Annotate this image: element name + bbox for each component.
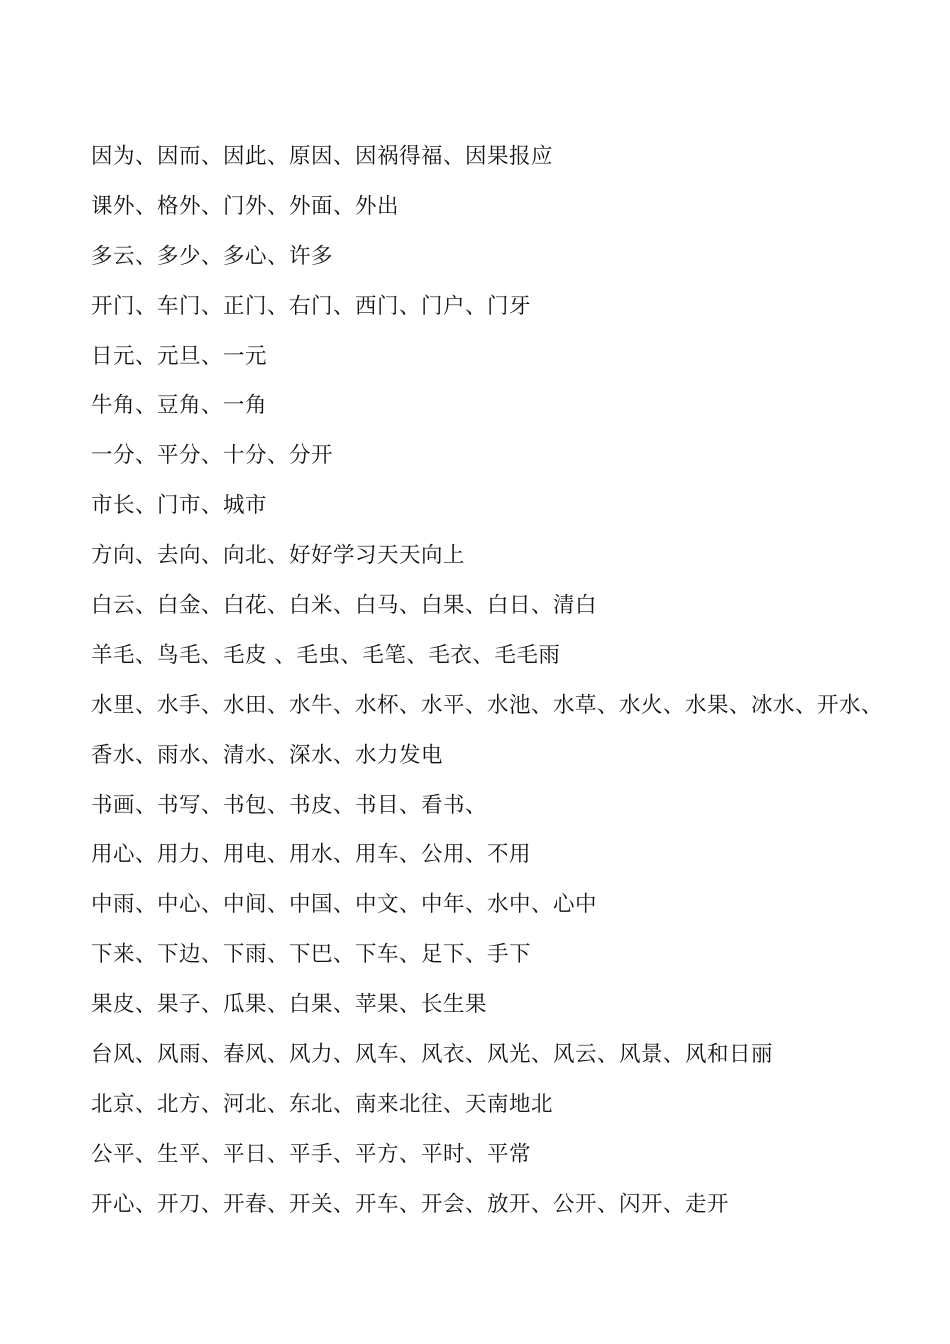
word-line: 北京、北方、河北、东北、南来北往、天南地北 bbox=[91, 1091, 554, 1117]
word-line: 用心、用力、用电、用水、用车、公用、不用 bbox=[91, 842, 532, 868]
word-line: 下来、下边、下雨、下巴、下车、足下、手下 bbox=[91, 942, 532, 968]
word-line: 多云、多少、多心、许多 bbox=[91, 243, 334, 269]
word-line: 果皮、果子、瓜果、白果、苹果、长生果 bbox=[91, 992, 488, 1018]
word-line: 台风、风雨、春风、风力、风车、风衣、风光、风云、风景、风和日丽 bbox=[91, 1042, 774, 1068]
word-line: 课外、格外、门外、外面、外出 bbox=[91, 193, 400, 219]
word-line: 日元、元旦、一元 bbox=[91, 343, 268, 369]
word-line: 市长、门市、城市 bbox=[91, 493, 268, 519]
word-line: 羊毛、鸟毛、毛皮 、毛虫、毛笔、毛衣、毛毛雨 bbox=[91, 642, 561, 668]
word-line: 开心、开刀、开春、开关、开车、开会、放开、公开、闪开、走开 bbox=[91, 1191, 730, 1217]
word-line: 开门、车门、正门、右门、西门、门户、门牙 bbox=[91, 293, 532, 319]
word-line: 香水、雨水、清水、深水、水力发电 bbox=[91, 742, 444, 768]
word-line: 一分、平分、十分、分开 bbox=[91, 443, 334, 469]
word-line: 水里、水手、水田、水牛、水杯、水平、水池、水草、水火、水果、冰水、开水、 bbox=[91, 692, 884, 718]
word-line: 书画、书写、书包、书皮、书目、看书、 bbox=[91, 792, 488, 818]
word-list bbox=[91, 140, 931, 1238]
word-line: 中雨、中心、中间、中国、中文、中年、水中、心中 bbox=[91, 892, 598, 918]
word-line: 白云、白金、白花、白米、白马、白果、白日、清白 bbox=[91, 593, 598, 619]
word-line: 公平、生平、平日、平手、平方、平时、平常 bbox=[91, 1141, 532, 1167]
word-line: 因为、因而、因此、原因、因祸得福、因果报应 bbox=[91, 144, 554, 169]
word-line: 方向、去向、向北、好好学习天天向上 bbox=[91, 543, 466, 569]
word-line: 牛角、豆角、一角 bbox=[91, 393, 268, 419]
